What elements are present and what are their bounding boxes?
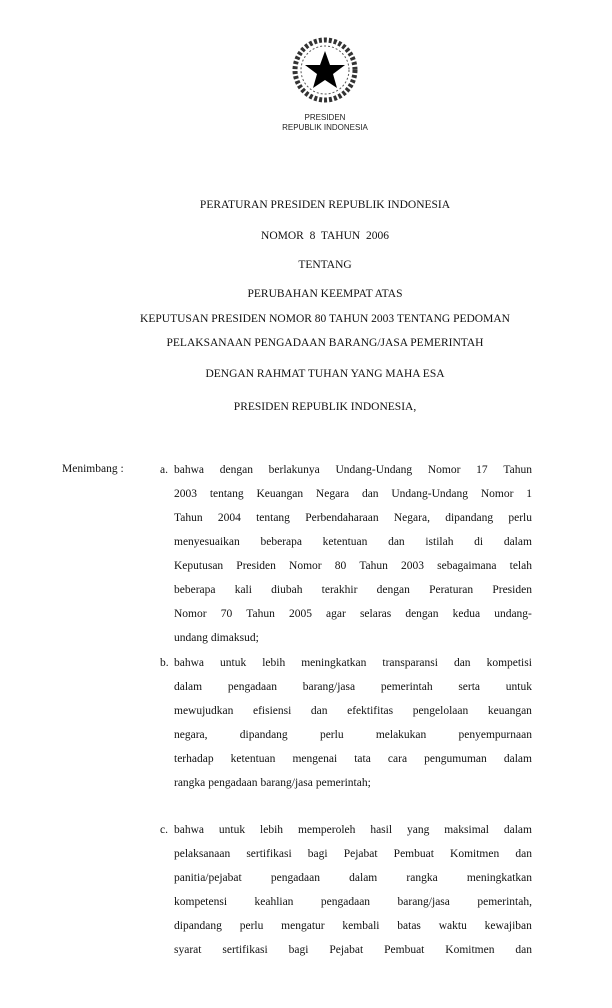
item-line: Nomor 70 Tahun 2005 agar selaras dengan kedua undang- [174,608,532,620]
item-line: kompetensi keahlian pengadaan barang/jasa pemerintah, [174,896,532,908]
item-line: bahwa dengan berlakunya Undang-Undang Nomor 17 Tahun [174,464,532,476]
doc-title: PERATURAN PRESIDEN REPUBLIK INDONESIA [199,199,451,211]
item-line: undang dimaksud; [174,632,259,644]
item-line: terhadap ketentuan mengenai tata cara pengumuman dalam [174,753,532,765]
doc-subject-1: PERUBAHAN KEEMPAT ATAS [247,288,403,300]
doc-subject-3: PELAKSANAAN PENGADAAN BARANG/JASA PEMERINTAH [166,337,484,349]
item-line: negara, dipandang perlu melakukan penyempurnaan [174,729,532,741]
item-line: pelaksanaan sertifikasi bagi Pejabat Pembuat Komitmen dan [174,848,532,860]
item-line: dalam pengadaan barang/jasa pemerintah serta untuk [174,681,532,693]
item-line: mewujudkan efisiensi dan efektifitas pengelolaan keuangan [174,705,532,717]
header-line2: REPUBLIK INDONESIA [282,123,368,132]
item-line: syarat sertifikasi bagi Pejabat Pembuat Komitmen dan [174,944,532,956]
doc-president: PRESIDEN REPUBLIK INDONESIA, [233,401,417,413]
item-line: beberapa kali diubah terakhir dengan Peraturan Presiden [174,584,532,596]
item-line: Tahun 2004 tentang Perbendaharaan Negara, dipandang perlu [174,512,532,524]
doc-invocation: DENGAN RAHMAT TUHAN YANG MAHA ESA [205,368,445,380]
doc-number: NOMOR 8 TAHUN 2006 [261,230,389,242]
item-line: bahwa untuk lebih meningkatkan transparansi dan kompetisi [174,657,532,669]
menimbang-item-a [160,458,532,650]
menimbang-label: Menimbang : [62,463,124,475]
item-line: panitia/pejabat pengadaan dalam rangka meningkatkan [174,872,532,884]
doc-tentang: TENTANG [298,259,352,271]
garuda-emblem-icon [290,35,360,105]
item-marker: a. [160,464,168,476]
menimbang-item-b [160,651,532,795]
menimbang-item-c [160,818,532,962]
header-line1: PRESIDEN [304,113,346,122]
item-marker: b. [160,657,169,669]
doc-subject-2: KEPUTUSAN PRESIDEN NOMOR 80 TAHUN 2003 TENTANG PEDOMAN [140,313,510,325]
item-line: bahwa untuk lebih memperoleh hasil yang maksimal dalam [174,824,532,836]
item-marker: c. [160,824,168,836]
item-line: rangka pengadaan barang/jasa pemerintah; [174,777,371,789]
item-line: 2003 tentang Keuangan Negara dan Undang-Undang Nomor 1 [174,488,532,500]
item-line: menyesuaikan beberapa ketentuan dan istilah di dalam [174,536,532,548]
item-line: dipandang perlu mengatur kembali batas waktu kewajiban [174,920,532,932]
item-line: Keputusan Presiden Nomor 80 Tahun 2003 sebagaimana telah [174,560,532,572]
